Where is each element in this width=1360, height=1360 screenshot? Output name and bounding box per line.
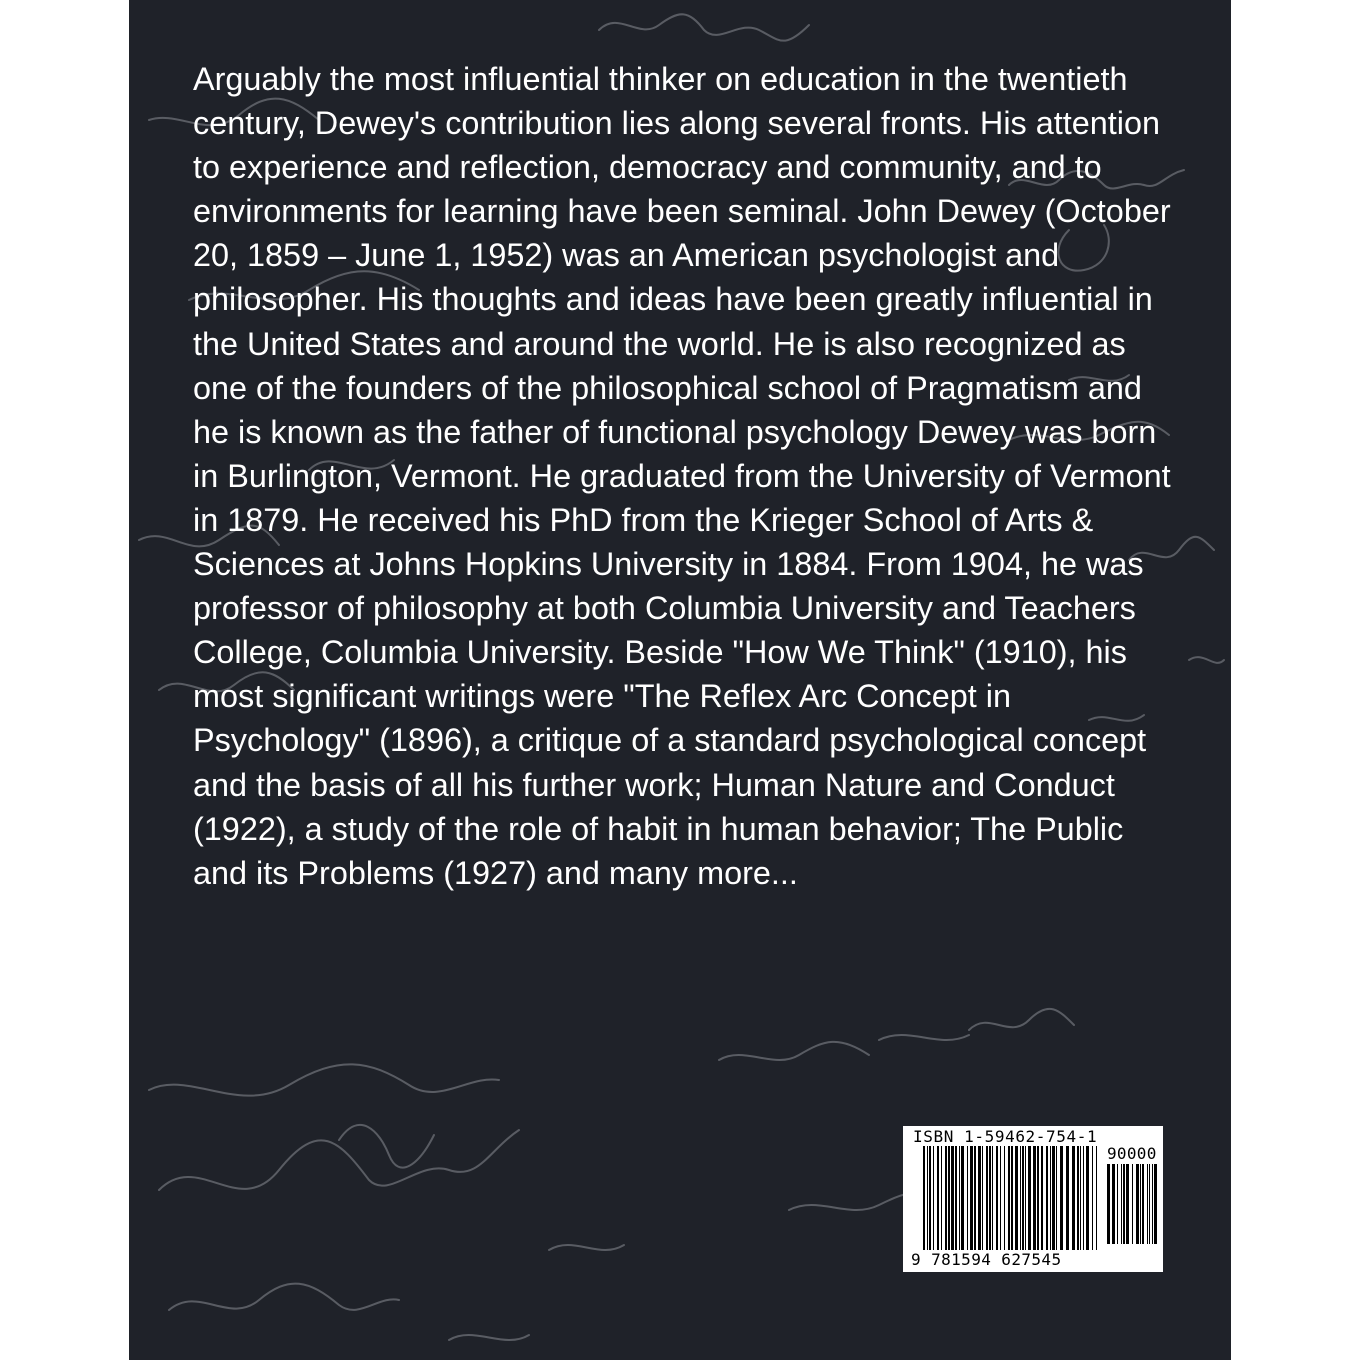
barcode-bar	[1086, 1146, 1089, 1250]
barcode-bar	[1092, 1146, 1093, 1250]
barcode-bar	[1083, 1146, 1084, 1250]
barcode-bar	[1132, 1164, 1133, 1244]
barcode-bar	[1140, 1164, 1141, 1244]
barcode-bar	[1107, 1164, 1110, 1244]
barcode-bar	[1142, 1164, 1144, 1244]
back-cover	[129, 0, 1231, 1360]
barcode-bar	[1136, 1164, 1139, 1244]
isbn-barcode	[903, 1126, 1163, 1272]
barcode-bar	[996, 1146, 998, 1250]
barcode-bar	[992, 1146, 993, 1250]
barcode-bar	[978, 1146, 981, 1250]
barcode-bar	[1037, 1146, 1039, 1250]
barcode-bar	[945, 1146, 947, 1250]
barcode-bar	[929, 1146, 931, 1250]
barcode-bar	[951, 1146, 954, 1250]
barcode-bar	[1015, 1146, 1018, 1250]
barcode-bar	[923, 1146, 925, 1250]
barcode-bar	[955, 1146, 957, 1250]
book-description: Arguably the most influential thinker on education in the twentieth century, Dewey's contribution lies along several fronts. His attention to experience and reflection, democracy and community, and to environments for learning have been seminal. John Dewey (October 20, 1859 – June 1, 1952) was an American psychologist and philosopher. His thoughts and ideas have been greatly influential in the United States and around the world. He is also recognized as one of the founders of the philosophical school of Pragmatism and he is known as the father of functional psychology Dewey was born in Burlington, Vermont. He graduated from the University of Vermont in 1879. He received his PhD from the Krieger School of Arts & Sciences at Johns Hopkins University in 1884. From 1904, he was professor of philosophy at both Columbia University and Teachers College, Columbia University. Beside "How We Think" (1910), his most significant writings were "The Reflex Arc Concept in Psychology" (1896), a critique of a standard psychological concept and the basis of all his further work; Human Nature and Conduct (1922), a study of the role of habit in human behavior; The Public and its Problems (1927) and many more...	[193, 61, 1171, 891]
barcode-bar	[1033, 1146, 1036, 1250]
barcode-bar	[941, 1146, 942, 1250]
barcode-bar	[1147, 1164, 1148, 1244]
price-code: 90000	[1107, 1144, 1157, 1163]
barcode-bar	[1041, 1146, 1043, 1250]
barcode-bar	[1052, 1146, 1055, 1250]
barcode-bar	[1008, 1146, 1010, 1250]
barcode-bar	[1152, 1164, 1153, 1244]
barcode-bar	[1000, 1146, 1001, 1250]
barcode-bar	[970, 1146, 973, 1250]
barcode-bar	[1149, 1164, 1150, 1244]
barcode-bar	[1050, 1146, 1051, 1250]
isbn-label: ISBN 1-59462-754-1	[913, 1127, 1098, 1146]
barcode-bar	[1077, 1146, 1079, 1250]
ean-digits: 9 781594 627545	[911, 1250, 1062, 1269]
barcode-bars-icon	[923, 1146, 1099, 1250]
barcode-bar	[982, 1146, 983, 1250]
barcode-bar	[986, 1146, 988, 1250]
barcode-bar	[1154, 1164, 1157, 1244]
barcode-bar	[1121, 1164, 1122, 1244]
barcode-bar	[927, 1146, 928, 1250]
barcode-bar	[933, 1146, 934, 1250]
barcode-bar	[961, 1146, 964, 1250]
barcode-bar	[1066, 1146, 1069, 1250]
barcode-bar	[1080, 1146, 1081, 1250]
price-barcode-bars-icon	[1107, 1164, 1157, 1244]
barcode-bar	[1028, 1146, 1031, 1250]
barcode-bar	[1004, 1146, 1005, 1250]
barcode-bar	[989, 1146, 991, 1250]
barcode-bar	[1096, 1146, 1097, 1250]
barcode-bar	[974, 1146, 976, 1250]
barcode-bar	[948, 1146, 950, 1250]
barcode-bar	[1117, 1164, 1118, 1244]
barcode-bar	[937, 1146, 939, 1250]
barcode-bar	[1011, 1146, 1013, 1250]
barcode-bar	[967, 1146, 968, 1250]
barcode-bar	[1056, 1146, 1057, 1250]
barcode-bar	[959, 1146, 960, 1250]
barcode-bar	[1126, 1164, 1129, 1244]
barcode-bar	[1123, 1164, 1125, 1244]
barcode-bar	[1060, 1146, 1063, 1250]
barcode-bar	[1025, 1146, 1026, 1250]
barcode-bar	[1022, 1146, 1024, 1250]
barcode-bar	[1072, 1146, 1075, 1250]
barcode-bar	[1046, 1146, 1048, 1250]
barcode-bar	[1020, 1146, 1021, 1250]
barcode-bar	[1112, 1164, 1115, 1244]
